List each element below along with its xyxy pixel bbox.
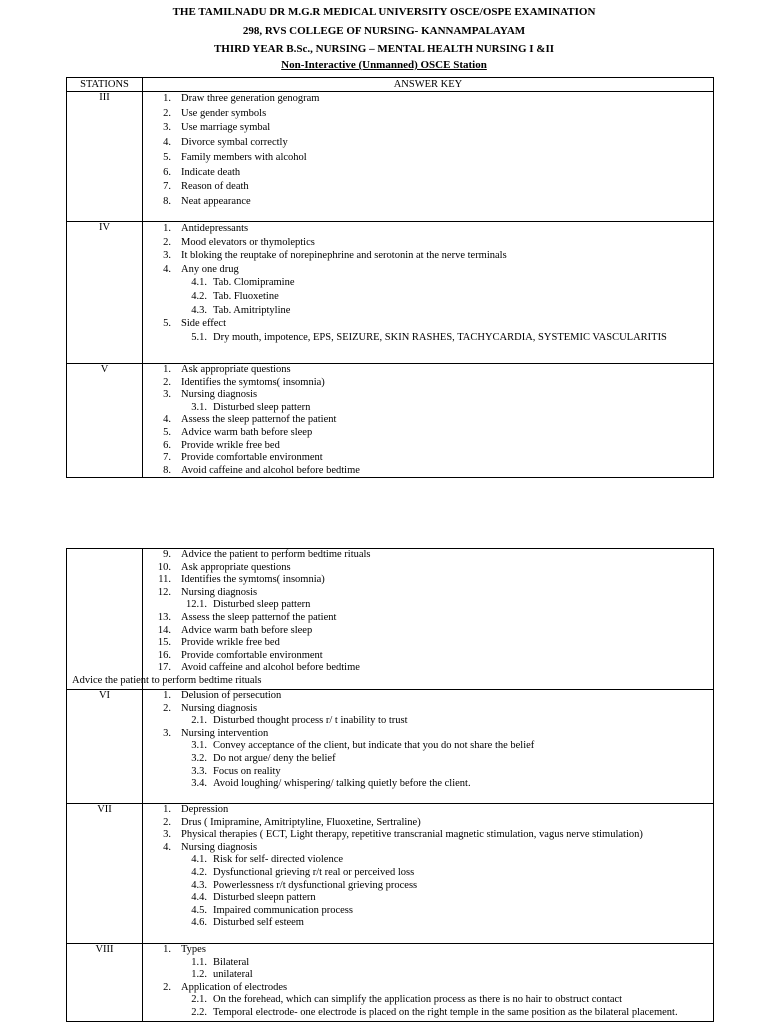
item-text: Nursing intervention — [181, 727, 269, 739]
item-number: 4. — [163, 263, 171, 275]
item-number: 4.1. — [191, 277, 207, 289]
item-number: 4. — [163, 841, 171, 853]
item-text: Mood elevators or thymoleptics — [181, 236, 315, 248]
item-text: Avoid caffeine and alcohol before bedtime — [181, 464, 360, 476]
item-text: Nursing diagnosis — [181, 389, 258, 401]
item-number: 17. — [157, 662, 171, 674]
item-number: 8. — [163, 195, 171, 207]
item-text: It bloking the reuptake of norepinephrine and serotonin at the nerve terminals — [181, 250, 507, 262]
item-number: 5.1. — [191, 331, 207, 343]
item-number: 2.1. — [191, 715, 207, 727]
item-text: Dysfunctional grieving r/t real or perceived loss — [213, 867, 415, 878]
item-number: 4. — [163, 137, 171, 149]
item-number: 4.3. — [191, 879, 207, 891]
item-text: Assess the sleep patternof the patient — [181, 612, 337, 623]
item-number: 10. — [157, 561, 171, 573]
item-number: 2. — [163, 376, 171, 388]
item-text: Nursing diagnosis — [181, 586, 258, 598]
item-text: Avoid caffeine and alcohol before bedtime — [181, 662, 360, 674]
item-number: 12.1. — [186, 599, 207, 611]
item-text: On the forehead, which can simplify the application process as there is no hair to obstruct contact — [213, 994, 623, 1006]
answer-cell — [143, 364, 714, 478]
answer-cell — [143, 92, 714, 222]
item-text: unilateral — [213, 969, 253, 981]
station-label: IV — [67, 222, 143, 364]
station-label — [67, 549, 143, 690]
station-row — [67, 92, 714, 222]
item-text: Use marriage symbal — [181, 122, 271, 134]
answer-cell — [143, 690, 714, 804]
station-row — [67, 364, 714, 478]
item-number: 7. — [163, 452, 171, 464]
item-text: Ask appropriate questions — [181, 561, 291, 573]
item-number: 4.4. — [191, 892, 207, 904]
item-text: Impaired communication process — [213, 904, 353, 916]
item-number: 13. — [157, 612, 171, 623]
item-text: Tab. Fluoxetine — [213, 291, 279, 302]
item-text: Provide comfortable environment — [181, 649, 323, 661]
station-type: Non-Interactive (Unmanned) OSCE Station — [281, 59, 487, 71]
item-text: Provide comfortable environment — [181, 452, 323, 464]
item-number: 1.2. — [191, 969, 207, 981]
stations-column-header: STATIONS — [67, 78, 143, 92]
item-number: 1. — [163, 223, 171, 234]
item-number: 1. — [163, 364, 171, 375]
item-number: 2. — [163, 702, 171, 714]
station-row — [67, 222, 714, 364]
answer-key-column-header: ANSWER KEY — [143, 78, 714, 92]
item-number: 2.2. — [191, 1007, 207, 1018]
item-number: 11. — [158, 574, 171, 586]
item-text: Provide wrikle free bed — [181, 637, 280, 649]
item-text: Tab. Amitriptyline — [213, 304, 291, 316]
item-number: 4.2. — [191, 291, 207, 302]
item-text: Advice warm bath before sleep — [181, 427, 313, 438]
item-number: 3.1. — [191, 740, 207, 752]
item-number: 1.1. — [191, 956, 207, 968]
item-number: 3.3. — [191, 765, 207, 777]
item-text: Draw three generation genogram — [181, 93, 320, 104]
item-number: 1. — [163, 690, 171, 701]
item-number: 4.6. — [191, 917, 207, 929]
item-number: 15. — [157, 637, 171, 649]
item-text: Identifies the symtoms( insomnia) — [181, 376, 325, 388]
item-number: 3.2. — [191, 753, 207, 764]
item-number: 3.4. — [191, 778, 207, 790]
answer-key-table-1 — [66, 77, 714, 478]
item-text: Avoid loughing/ whispering/ talking quietly before the client. — [213, 778, 471, 790]
answer-cell — [72, 549, 714, 690]
item-text: Disturbed sleepn pattern — [213, 892, 316, 904]
station-row — [67, 690, 714, 804]
item-number: 7. — [163, 181, 171, 193]
course-title: THIRD YEAR B.Sc., NURSING – MENTAL HEALTH NURSING I &II — [213, 43, 555, 55]
item-number: 3.1. — [191, 401, 207, 413]
item-text: Side effect — [181, 318, 226, 330]
item-text: Family members with alcohol — [181, 151, 307, 163]
item-number: 4.5. — [191, 904, 207, 916]
item-text: Assess the sleep patternof the patient — [181, 414, 337, 426]
item-text: Disturbed self esteem — [213, 917, 304, 929]
item-number: 2. — [163, 816, 171, 828]
item-text: Temporal electrode- one electrode is placed on the right temple in the same position as the bilateral placement. — [213, 1007, 678, 1018]
item-number: 3. — [163, 829, 171, 841]
station-row — [67, 549, 714, 690]
item-number: 3. — [163, 122, 171, 134]
item-text: Reason of death — [181, 181, 249, 193]
item-text: Delusion of persecution — [181, 690, 282, 701]
item-text: Application of electrodes — [181, 981, 288, 993]
item-text: Bilateral — [213, 956, 250, 968]
college-name: 298, RVS COLLEGE OF NURSING- KANNAMPALAYAM — [242, 25, 526, 37]
item-number: 6. — [163, 439, 171, 451]
item-text: Convey acceptance of the client, but indicate that you do not share the belief — [213, 740, 535, 752]
item-text: Do not argue/ deny the belief — [213, 753, 336, 764]
item-number: 14. — [157, 624, 171, 636]
item-number: 16. — [157, 649, 171, 661]
item-number: 1. — [163, 93, 171, 104]
item-text: Advice warm bath before sleep — [181, 624, 313, 636]
table-header-row — [67, 78, 714, 92]
item-number: 9. — [163, 549, 171, 560]
station-label: III — [67, 92, 143, 222]
item-text: Disturbed sleep pattern — [213, 599, 311, 611]
item-number: 5. — [163, 151, 171, 163]
item-text: Provide wrikle free bed — [181, 439, 280, 451]
item-text: Antidepressants — [181, 223, 249, 234]
item-text: Neat appearance — [181, 195, 251, 207]
answer-cell — [143, 944, 714, 1022]
item-number: 2. — [163, 236, 171, 248]
item-number: 4.3. — [191, 304, 207, 316]
item-text: Nursing diagnosis — [181, 702, 258, 714]
item-text: Risk for self- directed violence — [213, 854, 344, 866]
item-text: Focus on reality — [213, 765, 281, 777]
station-label: VIII — [67, 944, 143, 1022]
item-text: Physical therapies ( ECT, Light therapy, repetitive transcranial magnetic stimulation, vagus nerve stimulation) — [181, 829, 643, 841]
item-number: 5. — [163, 427, 171, 438]
station-row — [67, 804, 714, 944]
item-number: 2. — [163, 981, 171, 993]
item-text: Powerlessness r/t dysfunctional grieving process — [213, 879, 418, 891]
answer-key-table-2 — [66, 548, 714, 1022]
item-number: 8. — [163, 464, 171, 476]
station-label: V — [67, 364, 143, 478]
item-number: 4.2. — [191, 867, 207, 878]
station-label: VII — [67, 804, 143, 944]
item-number: 3. — [163, 250, 171, 262]
item-number: 5. — [163, 318, 171, 330]
item-text: Identifies the symtoms( insomnia) — [181, 574, 325, 586]
item-text: Divorce symbal correctly — [181, 137, 288, 149]
item-text: Drus ( Imipramine, Amitriptyline, Fluoxetine, Sertraline) — [181, 816, 421, 828]
exam-title: THE TAMILNADU DR M.G.R MEDICAL UNIVERSITY OSCE/OSPE EXAMINATION — [172, 6, 596, 18]
item-number: 12. — [157, 586, 171, 598]
item-number: 2. — [163, 107, 171, 119]
item-text: Any one drug — [181, 263, 239, 275]
item-text: Tab. Clomipramine — [213, 277, 295, 289]
item-number: 6. — [163, 166, 171, 178]
item-text: Dry mouth, impotence, EPS, SEIZURE, SKIN RASHES, TACHYCARDIA, SYSTEMIC VASCULARITIS — [213, 331, 667, 343]
item-number: 3. — [163, 389, 171, 401]
item-number: 3. — [163, 727, 171, 739]
item-text: Nursing diagnosis — [181, 841, 258, 853]
item-number: 4. — [163, 414, 171, 426]
item-text: Disturbed thought process r/ t inability to trust — [213, 715, 408, 727]
answer-cell — [143, 804, 714, 944]
answer-cell — [143, 222, 714, 364]
item-number: 2.1. — [191, 994, 207, 1006]
item-text: Indicate death — [181, 166, 241, 178]
item-text: Disturbed sleep pattern — [213, 401, 311, 413]
item-text: Advice the patient to perform bedtime rituals — [72, 675, 262, 686]
station-label: VI — [67, 690, 143, 804]
station-row — [67, 944, 714, 1022]
item-number: 1. — [163, 944, 171, 955]
item-text: Ask appropriate questions — [181, 364, 291, 375]
item-text: Use gender symbols — [181, 107, 267, 119]
item-number: 1. — [163, 804, 171, 815]
item-text: Advice the patient to perform bedtime rituals — [181, 549, 371, 560]
item-number: 4.1. — [191, 854, 207, 866]
item-text: Depression — [181, 804, 229, 815]
item-text: Types — [181, 944, 206, 955]
